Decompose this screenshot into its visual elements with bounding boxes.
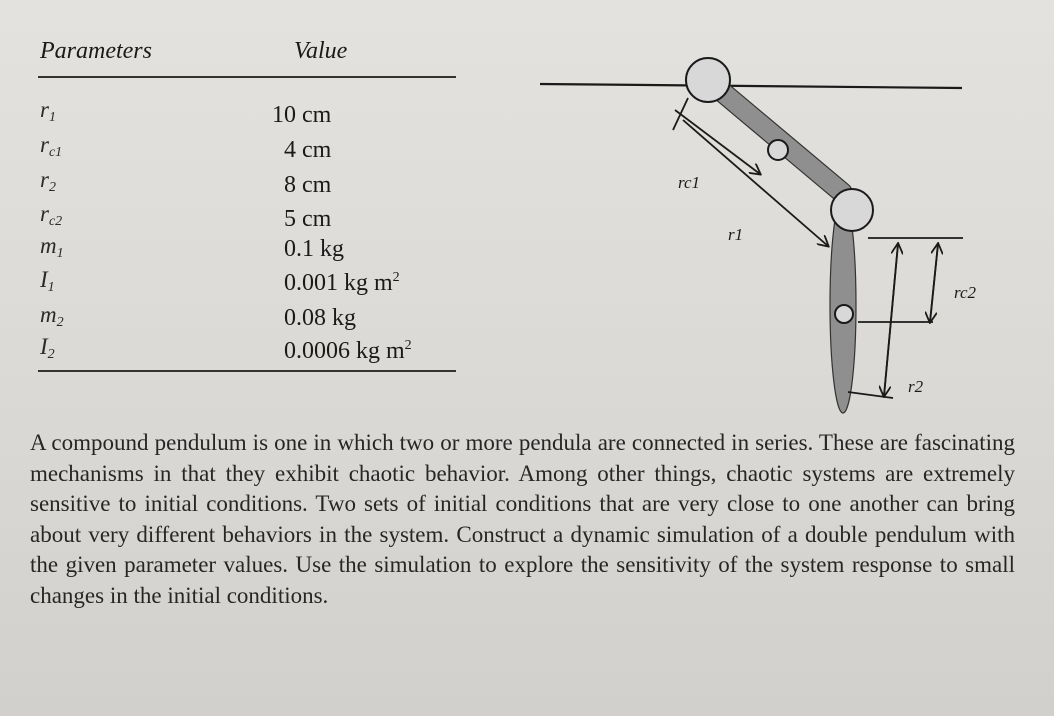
label-r2: r2 (908, 377, 924, 396)
param-symbol-r2: $r_2$ (40, 167, 56, 195)
param-symbol-m2: $m_2$ (40, 302, 64, 330)
param-symbol-rc1: $r_{c1}$ (40, 132, 63, 160)
center-of-mass-1 (768, 140, 788, 160)
pivot-joint (686, 58, 730, 102)
rc1-extension-line (673, 98, 688, 130)
r1-dimension-arrow (683, 120, 828, 246)
param-value-I2: 0.0006 kg $m^2$ (284, 338, 412, 364)
double-pendulum-figure (538, 50, 977, 420)
param-value-m1: 0.1 kg (284, 236, 344, 262)
param-value-I1: 0.001 kg $m^2$ (284, 270, 400, 296)
label-rc1: rc1 (678, 173, 701, 192)
param-symbol-I2: $I_2$ (40, 334, 55, 362)
param-symbol-m1: $m_1$ (40, 233, 64, 261)
center-of-mass-2 (835, 305, 853, 323)
param-symbol-rc2: $r_{c2}$ (40, 201, 63, 229)
label-r1: r1 (728, 225, 744, 244)
table-top-rule (38, 76, 456, 78)
table-bottom-rule (38, 370, 456, 372)
elbow-joint (831, 189, 873, 231)
param-value-m2: 0.08 kg (284, 305, 356, 331)
rc2-dimension-arrow-down (930, 244, 938, 322)
param-value-r2: 8 cm (284, 172, 332, 198)
link2-end-extension-line (848, 392, 893, 398)
param-value-rc1: 4 cm (284, 137, 332, 163)
param-value-rc2: 5 cm (284, 206, 332, 232)
r2-dimension-arrow-down (884, 244, 898, 396)
ceiling-line (540, 84, 962, 88)
header-parameters: Parameters (40, 38, 152, 64)
param-value-r1: 10 cm (272, 102, 332, 128)
problem-description: A compound pendulum is one in which two or more pendula are connected in series. These are fascinating mechanisms in that they exhibit chaotic behavior. Among other things, chaotic systems are extremely sensitive to initial conditions. Two sets of initial conditions that are very close to one another can bring about very different behaviors in the system. Construct a dynamic simulation of a double pendulum with the given parameter values. Use the simulation to explore the sensitivity of the system response to small changes in the initial conditions. (30, 430, 1015, 608)
header-value: Value (294, 38, 348, 64)
label-rc2: rc2 (954, 283, 977, 302)
param-symbol-I1: $I_1$ (40, 267, 55, 295)
param-symbol-r1: $r_1$ (40, 97, 56, 125)
parameter-table (38, 30, 456, 378)
